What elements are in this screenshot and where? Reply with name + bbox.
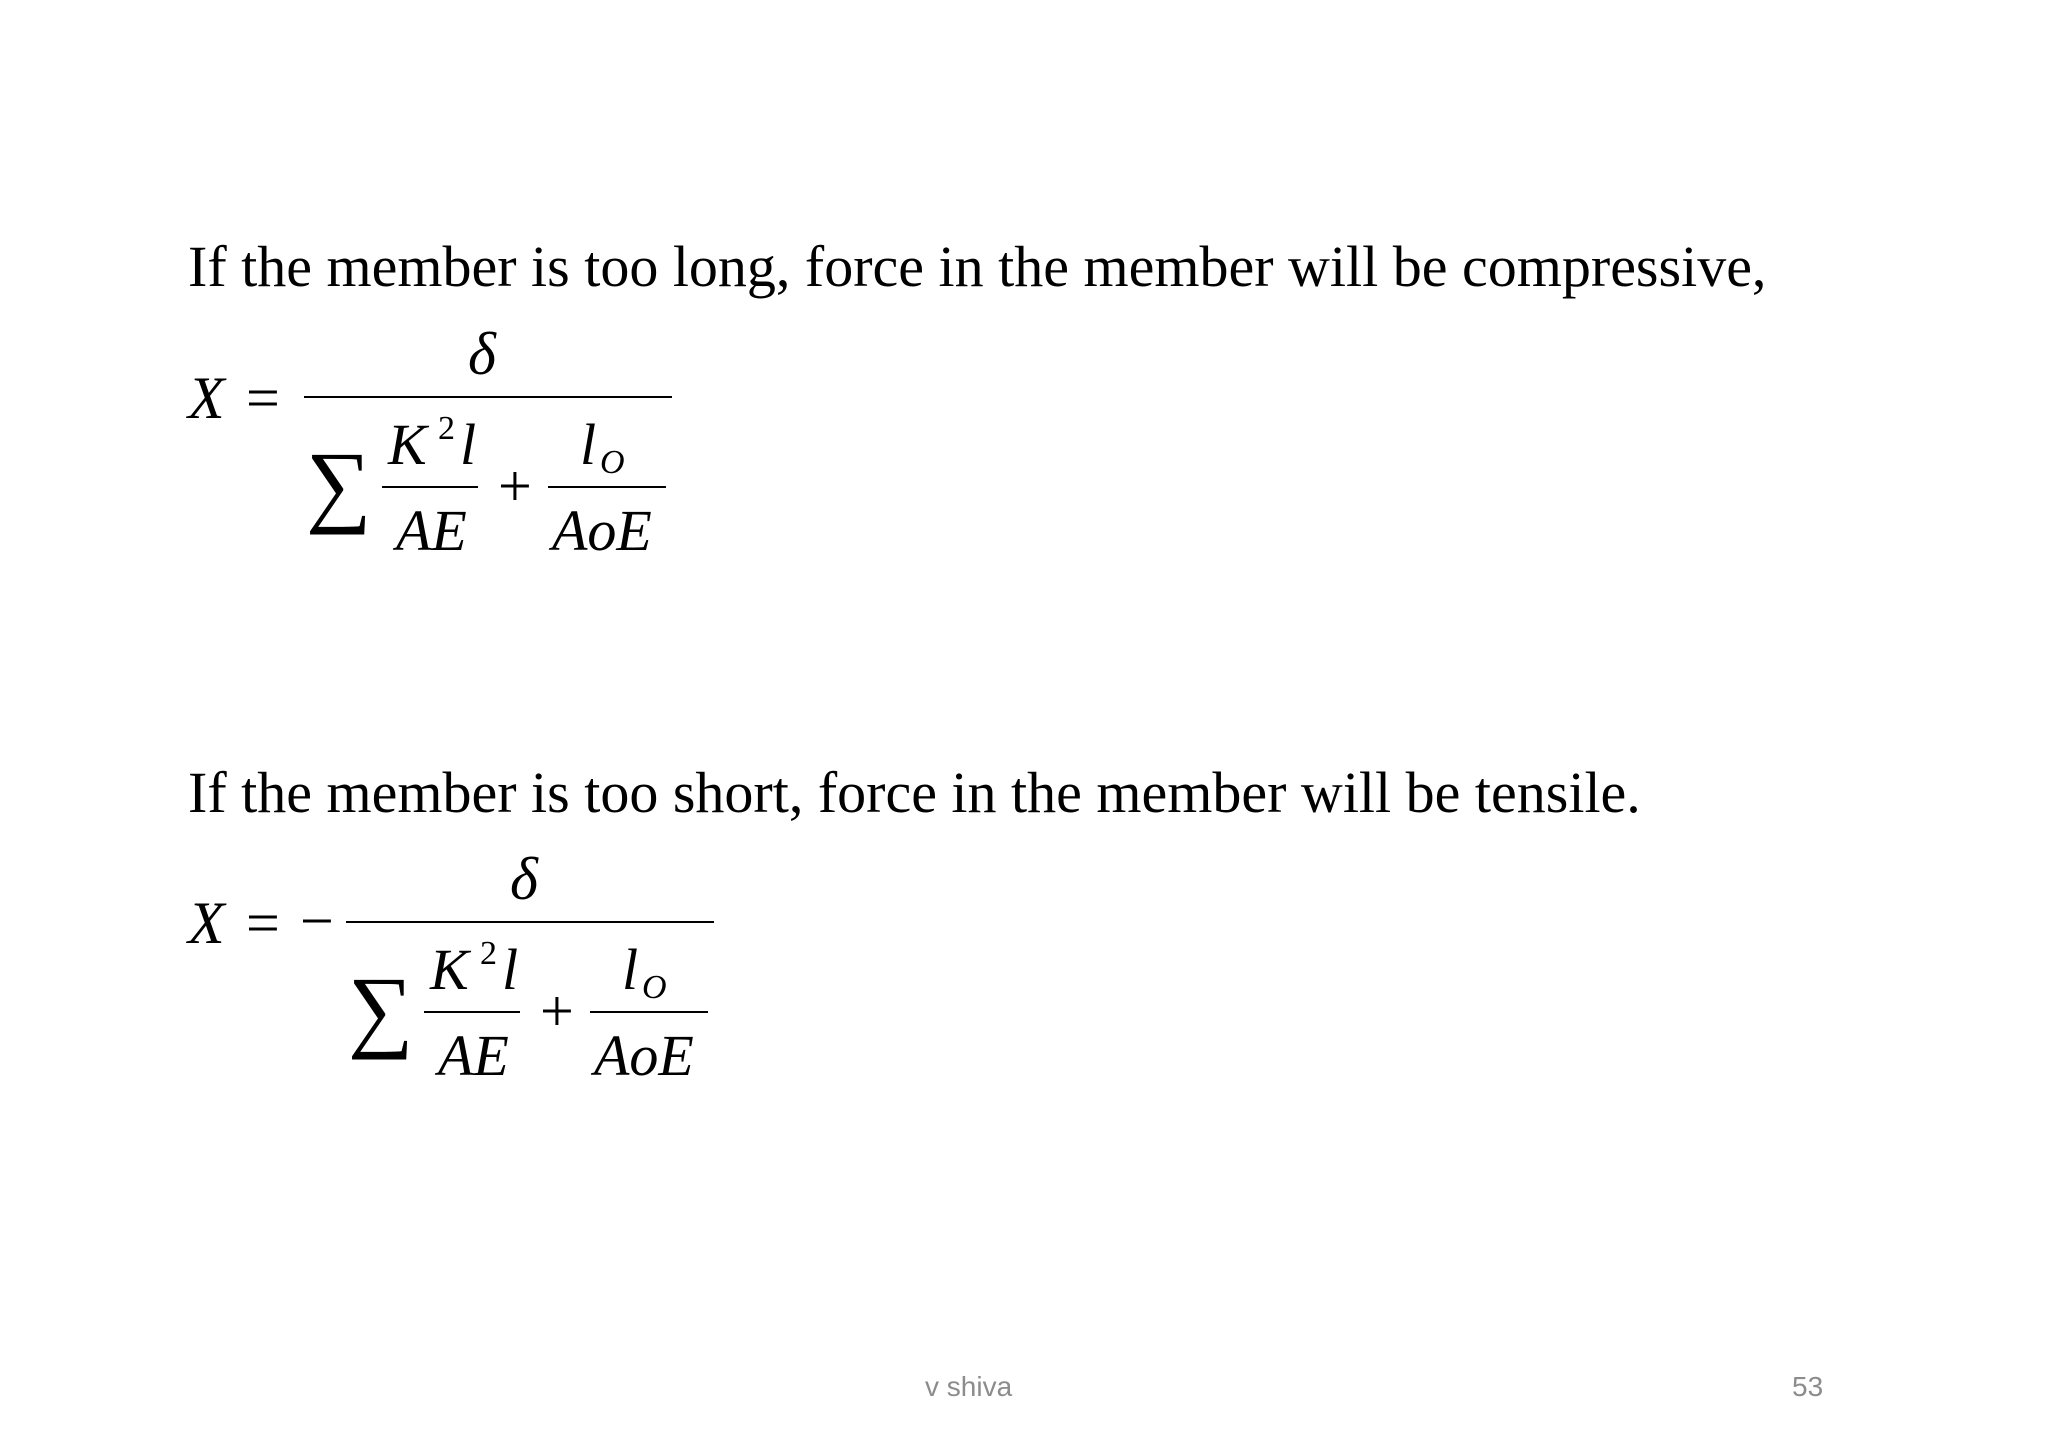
equals-sign: = [246,890,280,956]
term1-exponent: 2 [480,935,497,972]
minus-sign: − [300,888,334,954]
term2-numerator-base: l [622,937,639,1002]
term2-fraction-bar [590,1011,708,1013]
footer-author: v shiva [925,1371,1013,1402]
equals-sign: = [246,365,280,431]
main-fraction-bar [304,396,672,398]
numerator-delta: δ [510,846,538,912]
footer-page-number: 53 [1792,1371,1824,1402]
term1-numerator-base: K [388,412,427,477]
term2-denominator: AoE [552,498,652,563]
term1-numerator-var: l [460,412,477,477]
term2-subscript: O [642,969,667,1006]
term1-exponent: 2 [438,410,455,447]
term1-numerator-base: K [430,937,469,1002]
term1-fraction-bar [382,486,478,488]
summation-sign: ∑ [306,433,372,535]
equation-lhs: X [188,890,225,956]
term2-numerator-base: l [580,412,597,477]
term2-subscript: O [600,444,625,481]
term1-denominator: AE [396,498,467,563]
term1-numerator-var: l [502,937,519,1002]
term2-denominator: AoE [594,1023,694,1088]
statement-tensile: If the member is too short, force in the member will be tensile. [188,760,1641,825]
plus-sign: + [540,978,574,1044]
term1-denominator: AE [438,1023,509,1088]
equation-lhs: X [188,365,225,431]
plus-sign: + [498,453,532,519]
numerator-delta: δ [468,321,496,387]
term2-fraction-bar [548,486,666,488]
main-fraction-bar [346,921,714,923]
term1-fraction-bar [424,1011,520,1013]
summation-sign: ∑ [348,958,414,1060]
statement-compressive: If the member is too long, force in the member will be compressive, [188,234,1767,299]
